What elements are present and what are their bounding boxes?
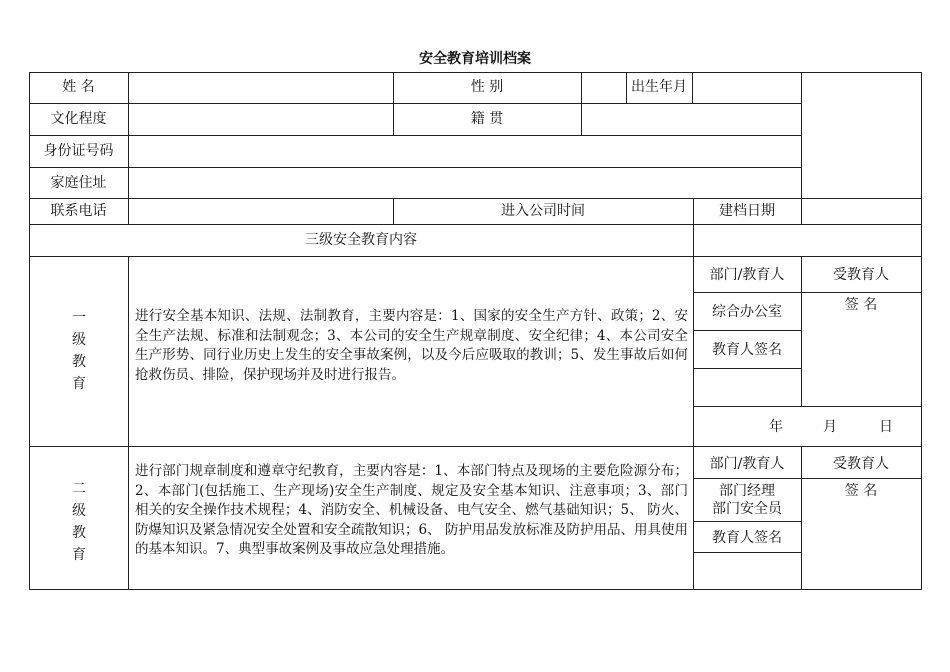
level2-dept-educator-label: 部门/教育人 bbox=[709, 456, 785, 472]
document-title: 安全教育培训档案 bbox=[419, 51, 531, 67]
level1-date-year: 年 bbox=[769, 419, 783, 435]
three-level-heading: 三级安全教育内容 bbox=[305, 232, 417, 248]
level2-dept-safety-officer: 部门安全员 bbox=[712, 501, 782, 517]
label-birth-date: 出生年月 bbox=[631, 79, 687, 95]
level2-dept-manager: 部门经理 bbox=[719, 483, 775, 499]
level1-sign-label: 签 名 bbox=[844, 297, 878, 313]
level1-dept-educator-label: 部门/教育人 bbox=[709, 267, 785, 283]
level1-educator-sign-label: 教育人签名 bbox=[712, 342, 782, 358]
level1-date-day: 日 bbox=[879, 419, 893, 435]
level1-label: 一 级 教 育 bbox=[72, 310, 86, 392]
level1-date-month: 月 bbox=[823, 419, 837, 435]
label-name: 姓 名 bbox=[62, 79, 95, 95]
level2-label: 二 级 教 育 bbox=[72, 481, 86, 563]
level2-educator-sign-label: 教育人签名 bbox=[712, 530, 782, 546]
level1-dept: 综合办公室 bbox=[712, 304, 782, 320]
label-id-number: 身份证号码 bbox=[43, 143, 114, 159]
label-phone: 联系电话 bbox=[50, 203, 107, 219]
level2-sign-label: 签 名 bbox=[844, 483, 878, 499]
label-address: 家庭住址 bbox=[50, 175, 107, 191]
label-gender: 性 别 bbox=[470, 79, 504, 95]
label-file-date: 建档日期 bbox=[719, 203, 775, 219]
level2-content: 进行部门规章制度和遵章守纪教育，主要内容是：1、本部门特点及现场的主要危险源分布；2、本部门(包括施工、生产现场)安全生产制度、规定及安全基本知识、注意事项；3、部门相关的安全操作技术规程；4、消防安全、机械设备、电气安全、燃气基础知识；5、 防火、防爆知识及紧急情况安全处置和安全疏散知识；6、 防护用品发放标准及防护用品、用具使用的基本知识。7、典型事故案例及事故应急处理措施。 bbox=[135, 463, 688, 557]
level1-trainee-label: 受教育人 bbox=[833, 267, 889, 283]
label-education: 文化程度 bbox=[50, 111, 107, 127]
level2-trainee-label: 受教育人 bbox=[833, 456, 889, 472]
label-native-place: 籍 贯 bbox=[470, 111, 504, 127]
level1-content: 进行安全基本知识、法规、法制教育，主要内容是：1、国家的安全生产方针、政策；2、安全生产法规、标准和法制观念；3、本公司的安全生产规章制度、安全纪律；4、本公司安全生产形势、同行业历史上发生的安全事故案例，以及今后应吸取的教训；5、发生事故后如何抢救伤员、排险，保护现场并及时进行报告。 bbox=[135, 308, 688, 383]
label-join-date: 进入公司时间 bbox=[501, 203, 585, 219]
